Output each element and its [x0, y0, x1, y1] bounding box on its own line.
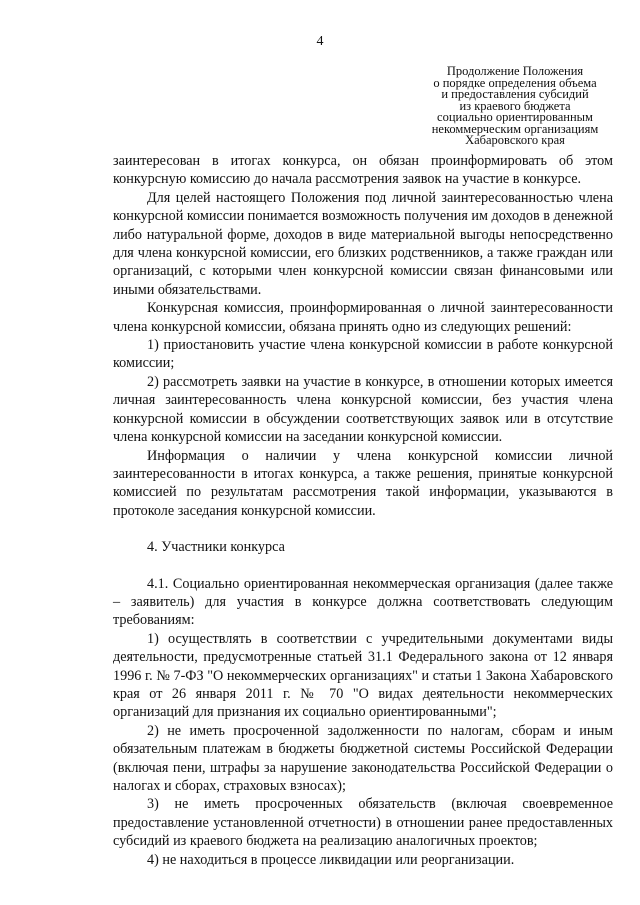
- paragraph: 4.1. Социально ориентированная некоммерческая организация (далее также – заявитель) для участия в конкурсе должна соответствовать следующим требованиям:: [113, 575, 613, 629]
- list-item: 1) осуществлять в соответствии с учредительными документами виды деятельности, предусмотренные статьей 31.1 Федерального закона от 12 января 1996 г. № 7-ФЗ "О некоммерческих организациях" и статьи 1 Закона Хабаровского края от 26 января 2011 г. № 70 "О видах деятельности некоммерческих организаций для признания их социально ориентированными";: [113, 630, 613, 721]
- list-item: 2) не иметь просроченной задолженности по налогам, сборам и иным обязательным платежам в бюджеты бюджетной системы Российской Федерации (включая пени, штрафы за нарушение законодательства Российской Федерации о налогах и сборах, страховых взносах);: [113, 722, 613, 794]
- section-spacer: [113, 557, 613, 575]
- list-item: 3) не иметь просроченных обязательств (включая своевременное предоставление установленной отчетности) в отношении ранее предоставленных субсидий из краевого бюджета на реализацию аналогичных проектов;: [113, 796, 613, 850]
- header-line: Хабаровского края: [465, 133, 565, 147]
- paragraph: Информация о наличии у члена конкурсной комиссии личной заинтересованности в итогах конкурса, а также решения, принятые конкурсной комиссией по результатам рассмотрения такой информации, указываются в протоколе заседания конкурсной комиссии.: [113, 447, 613, 519]
- header-line: некоммерческим организациям: [431, 121, 599, 136]
- section-spacer: [113, 520, 613, 538]
- paragraph: Конкурсная комиссия, проинформированная о личной заинтересованности члена конкурсной комиссии, обязана принять одно из следующих решений:: [113, 300, 613, 335]
- header-line: Продолжение Положения: [446, 64, 584, 78]
- section-heading: 4. Участники конкурса: [147, 539, 285, 556]
- paragraph: заинтересован в итогах конкурса, он обязан проинформировать об этом конкурсную комиссию до начала рассмотрения заявок на участие в конкурсе.: [113, 153, 613, 188]
- header-line: из краевого бюджета: [459, 98, 571, 113]
- list-item: 4) не находиться в процессе ликвидации или реорганизации.: [147, 851, 515, 868]
- document-body: [113, 152, 613, 869]
- header-line: социально ориентированным: [437, 110, 593, 124]
- header-line: и предоставления субсидий: [441, 87, 589, 101]
- header-line: о порядке определения объема: [433, 75, 597, 90]
- list-item: 1) приостановить участие члена конкурсной комиссии в работе конкурсной комиссии;: [113, 337, 613, 372]
- list-item: 2) рассмотреть заявки на участие в конкурсе, в отношении которых имеется личная заинтересованность члена конкурсной комиссии, без участия члена конкурсной комиссии в обсуждении соответствующих заявок или в отсутствие члена конкурсной комиссии на заседании конкурсной комиссии.: [113, 373, 613, 446]
- page-number: 4: [316, 34, 324, 49]
- document-header: [410, 66, 620, 147]
- paragraph: Для целей настоящего Положения под личной заинтересованностью члена конкурсной комиссии понимается возможность получения им доходов в денежной либо натуральной форме, доходов в виде материальной выгоды непосредственно для члена конкурсной комиссии, его близких родственников, а также граждан или организаций, с которыми член конкурсной комиссии связан финансовыми или иными обязательствами.: [113, 189, 613, 298]
